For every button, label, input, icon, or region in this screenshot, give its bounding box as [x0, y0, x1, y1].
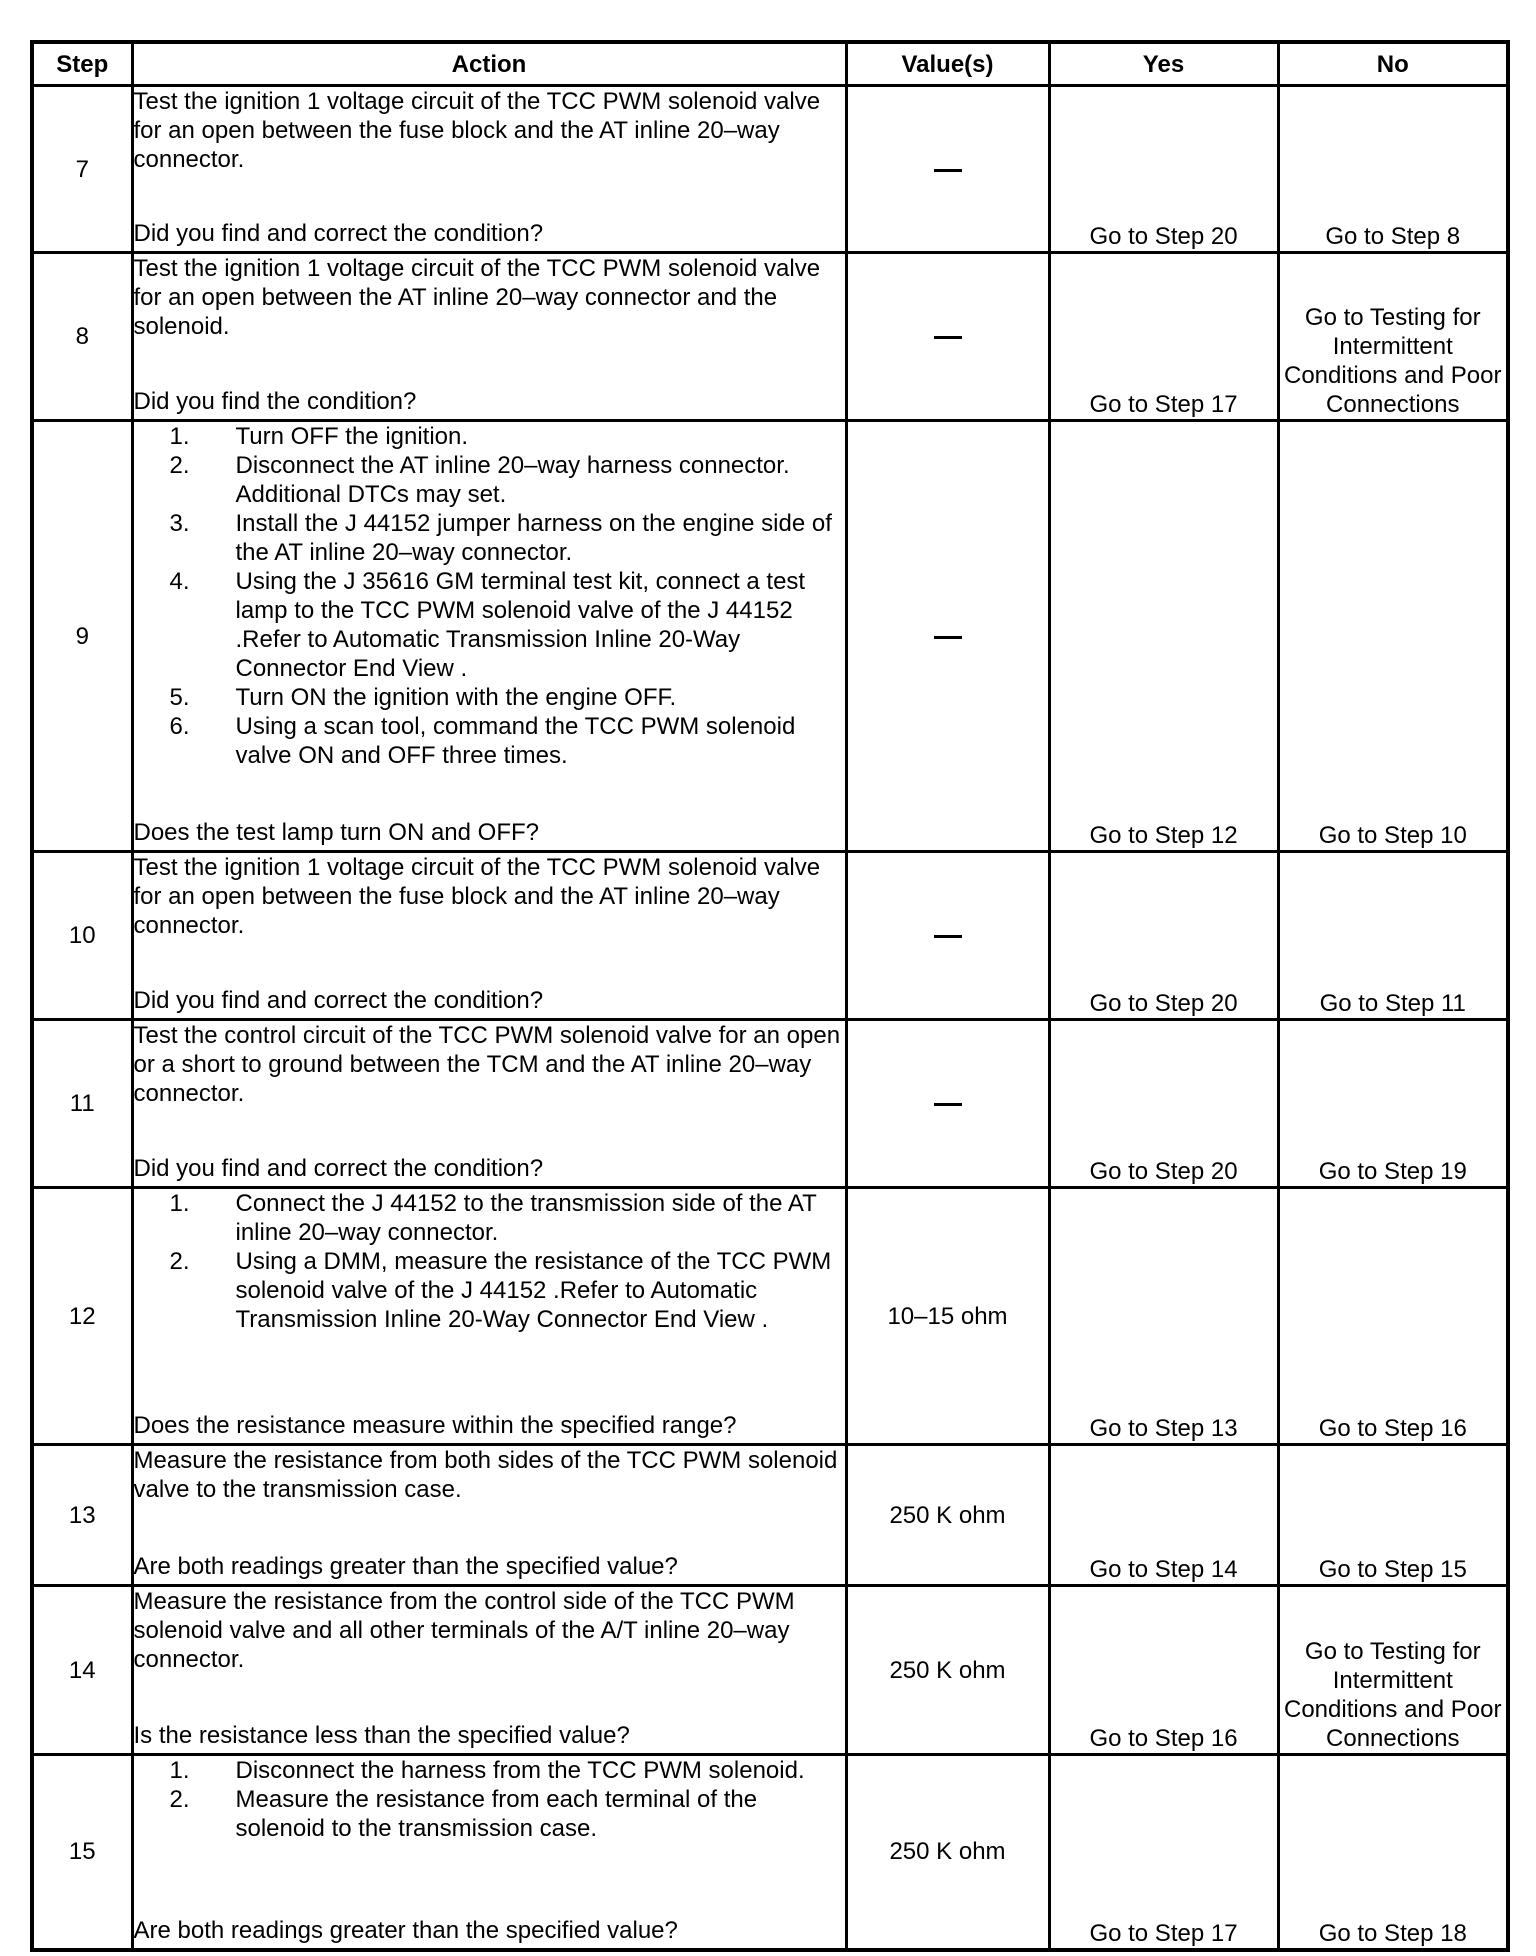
header-action: Action	[132, 42, 846, 86]
substep-number: 1.	[169, 423, 190, 450]
yes-action: Go to Step 14	[1049, 1445, 1278, 1586]
step-number: 11	[32, 1020, 132, 1188]
action-cell	[132, 1445, 846, 1586]
action-question: Does the test lamp turn ON and OFF?	[133, 819, 540, 846]
no-value-dash	[934, 336, 962, 339]
action-question: Did you find and correct the condition?	[133, 1155, 544, 1182]
value-cell	[846, 1586, 1049, 1755]
substep-number: 3.	[169, 510, 190, 537]
action-cell	[132, 253, 846, 421]
table-row	[32, 1586, 1508, 1755]
table-row	[32, 1445, 1508, 1586]
action-question: Did you find and correct the condition?	[133, 987, 544, 1014]
action-instructions	[134, 1587, 845, 1674]
yes-action: Go to Step 20	[1049, 852, 1278, 1020]
table-row	[32, 1755, 1508, 1950]
action-instructions	[134, 1756, 845, 1843]
step-number: 13	[32, 1445, 132, 1586]
yes-action: Go to Step 17	[1049, 1755, 1278, 1950]
value-cell	[846, 1445, 1049, 1586]
action-instructions	[134, 1021, 845, 1108]
yes-action: Go to Step 17	[1049, 253, 1278, 421]
action-instructions	[134, 87, 845, 174]
action-cell	[132, 852, 846, 1020]
table-row	[32, 1020, 1508, 1188]
no-action: Go to Step 10	[1278, 421, 1508, 852]
action-instructions	[134, 422, 845, 770]
no-action: Go to Step 11	[1278, 852, 1508, 1020]
yes-action: Go to Step 12	[1049, 421, 1278, 852]
action-text: Test the ignition 1 voltage circuit of the TCC PWM solenoid valve for an open between the fuse block and the AT inline 20–way connector.	[133, 88, 821, 173]
substep-item	[134, 451, 845, 509]
no-action: Go to Step 19	[1278, 1020, 1508, 1188]
no-value-dash	[934, 636, 962, 639]
substep-item	[134, 422, 845, 451]
action-content	[134, 1021, 845, 1183]
value-cell	[846, 1188, 1049, 1445]
no-action: Go to Step 8	[1278, 86, 1508, 253]
value-cell	[846, 1755, 1049, 1950]
yes-action: Go to Step 20	[1049, 1020, 1278, 1188]
action-text: Measure the resistance from both sides of the TCC PWM solenoid valve to the transmission case.	[133, 1447, 838, 1503]
substep-text: Disconnect the harness from the TCC PWM solenoid.	[235, 1757, 805, 1784]
substep-text: Using the J 35616 GM terminal test kit, connect a test lamp to the TCC PWM solenoid valve of the J 44152 .Refer to Automatic Transmission Inline 20-Way Connector End View .	[235, 568, 806, 682]
yes-action: Go to Step 20	[1049, 86, 1278, 253]
table-row	[32, 86, 1508, 253]
step-number: 15	[32, 1755, 132, 1950]
value-text: 250 K ohm	[889, 1656, 1006, 1684]
table-row	[32, 421, 1508, 852]
value-text: 250 K ohm	[889, 1501, 1006, 1529]
action-text: Test the ignition 1 voltage circuit of the TCC PWM solenoid valve for an open between the fuse block and the AT inline 20–way connector.	[133, 854, 821, 939]
substep-item	[134, 712, 845, 770]
substep-item	[134, 509, 845, 567]
action-content	[134, 853, 845, 1015]
action-instructions	[134, 1189, 845, 1334]
substep-text: Using a scan tool, command the TCC PWM solenoid valve ON and OFF three times.	[235, 713, 796, 769]
no-action: Go to Step 15	[1278, 1445, 1508, 1586]
action-content	[134, 1189, 845, 1440]
no-action: Go to Step 16	[1278, 1188, 1508, 1445]
substep-text: Measure the resistance from each terminal of the solenoid to the transmission case.	[235, 1786, 758, 1842]
value-text: 10–15 ohm	[887, 1302, 1008, 1330]
no-value-dash	[934, 1103, 962, 1106]
step-number: 14	[32, 1586, 132, 1755]
yes-action: Go to Step 16	[1049, 1586, 1278, 1755]
action-cell	[132, 1020, 846, 1188]
header-no: No	[1278, 42, 1508, 86]
substep-list	[134, 422, 845, 770]
action-content	[134, 1446, 845, 1581]
substep-number: 5.	[169, 684, 190, 711]
substep-number: 6.	[169, 713, 190, 740]
yes-action: Go to Step 13	[1049, 1188, 1278, 1445]
header-yes: Yes	[1049, 42, 1278, 86]
substep-text: Disconnect the AT inline 20–way harness connector. Additional DTCs may set.	[235, 452, 790, 508]
action-question: Did you find the condition?	[133, 388, 417, 415]
substep-text: Turn OFF the ignition.	[235, 423, 469, 450]
substep-number: 2.	[169, 452, 190, 479]
action-instructions	[134, 853, 845, 940]
substep-item	[134, 1247, 845, 1334]
header-step: Step	[32, 42, 132, 86]
action-cell	[132, 86, 846, 253]
step-number: 7	[32, 86, 132, 253]
no-value-dash	[934, 935, 962, 938]
action-question: Is the resistance less than the specified value?	[133, 1722, 630, 1749]
value-cell	[846, 86, 1049, 253]
action-text: Test the control circuit of the TCC PWM solenoid valve for an open or a short to ground between the TCM and the AT inline 20–way connector.	[133, 1022, 841, 1107]
substep-number: 2.	[169, 1248, 190, 1275]
table-body	[32, 86, 1508, 1950]
value-cell	[846, 1020, 1049, 1188]
no-action: Go to Testing for Intermittent Conditions and Poor Connections	[1278, 253, 1508, 421]
no-value-dash	[934, 169, 962, 172]
value-cell	[846, 421, 1049, 852]
action-content	[134, 422, 845, 847]
substep-number: 2.	[169, 1786, 190, 1813]
substep-number: 1.	[169, 1190, 190, 1217]
substep-item	[134, 683, 845, 712]
substep-item	[134, 1189, 845, 1247]
action-cell	[132, 421, 846, 852]
substep-item	[134, 567, 845, 683]
substep-list	[134, 1756, 845, 1843]
action-cell	[132, 1188, 846, 1445]
action-text: Test the ignition 1 voltage circuit of the TCC PWM solenoid valve for an open between the AT inline 20–way connector and the solenoid.	[133, 255, 821, 340]
step-number: 10	[32, 852, 132, 1020]
substep-item	[134, 1785, 845, 1843]
step-number: 9	[32, 421, 132, 852]
substep-list	[134, 1189, 845, 1334]
action-text: Measure the resistance from the control side of the TCC PWM solenoid valve and all other terminals of the A/T inline 20–way connector.	[133, 1588, 795, 1673]
substep-text: Connect the J 44152 to the transmission side of the AT inline 20–way connector.	[235, 1190, 817, 1246]
table-row	[32, 852, 1508, 1020]
action-cell	[132, 1755, 846, 1950]
action-instructions	[134, 254, 845, 341]
no-action: Go to Testing for Intermittent Conditions and Poor Connections	[1278, 1586, 1508, 1755]
table-row	[32, 1188, 1508, 1445]
substep-text: Using a DMM, measure the resistance of the TCC PWM solenoid valve of the J 44152 .Refer to Automatic Transmission Inline 20-Way Connector End View .	[235, 1248, 832, 1333]
action-question: Are both readings greater than the specified value?	[133, 1553, 678, 1580]
action-content	[134, 254, 845, 416]
value-cell	[846, 253, 1049, 421]
substep-number: 4.	[169, 568, 190, 595]
action-instructions	[134, 1446, 845, 1504]
substep-item	[134, 1756, 845, 1785]
action-content	[134, 1587, 845, 1750]
value-text: 250 K ohm	[889, 1838, 1006, 1866]
substep-text: Install the J 44152 jumper harness on the engine side of the AT inline 20–way connector.	[235, 510, 832, 566]
diagnostic-table	[30, 40, 1510, 1952]
action-question: Does the resistance measure within the specified range?	[133, 1412, 737, 1439]
value-cell	[846, 852, 1049, 1020]
action-question: Are both readings greater than the specified value?	[133, 1917, 678, 1944]
action-cell	[132, 1586, 846, 1755]
no-action: Go to Step 18	[1278, 1755, 1508, 1950]
substep-text: Turn ON the ignition with the engine OFF.	[235, 684, 677, 711]
action-content	[134, 87, 845, 248]
action-content	[134, 1756, 845, 1945]
step-number: 12	[32, 1188, 132, 1445]
header-values: Value(s)	[846, 42, 1049, 86]
table-header-row	[32, 42, 1508, 86]
step-number: 8	[32, 253, 132, 421]
table-row	[32, 253, 1508, 421]
substep-number: 1.	[169, 1757, 190, 1784]
action-question: Did you find and correct the condition?	[133, 220, 544, 247]
